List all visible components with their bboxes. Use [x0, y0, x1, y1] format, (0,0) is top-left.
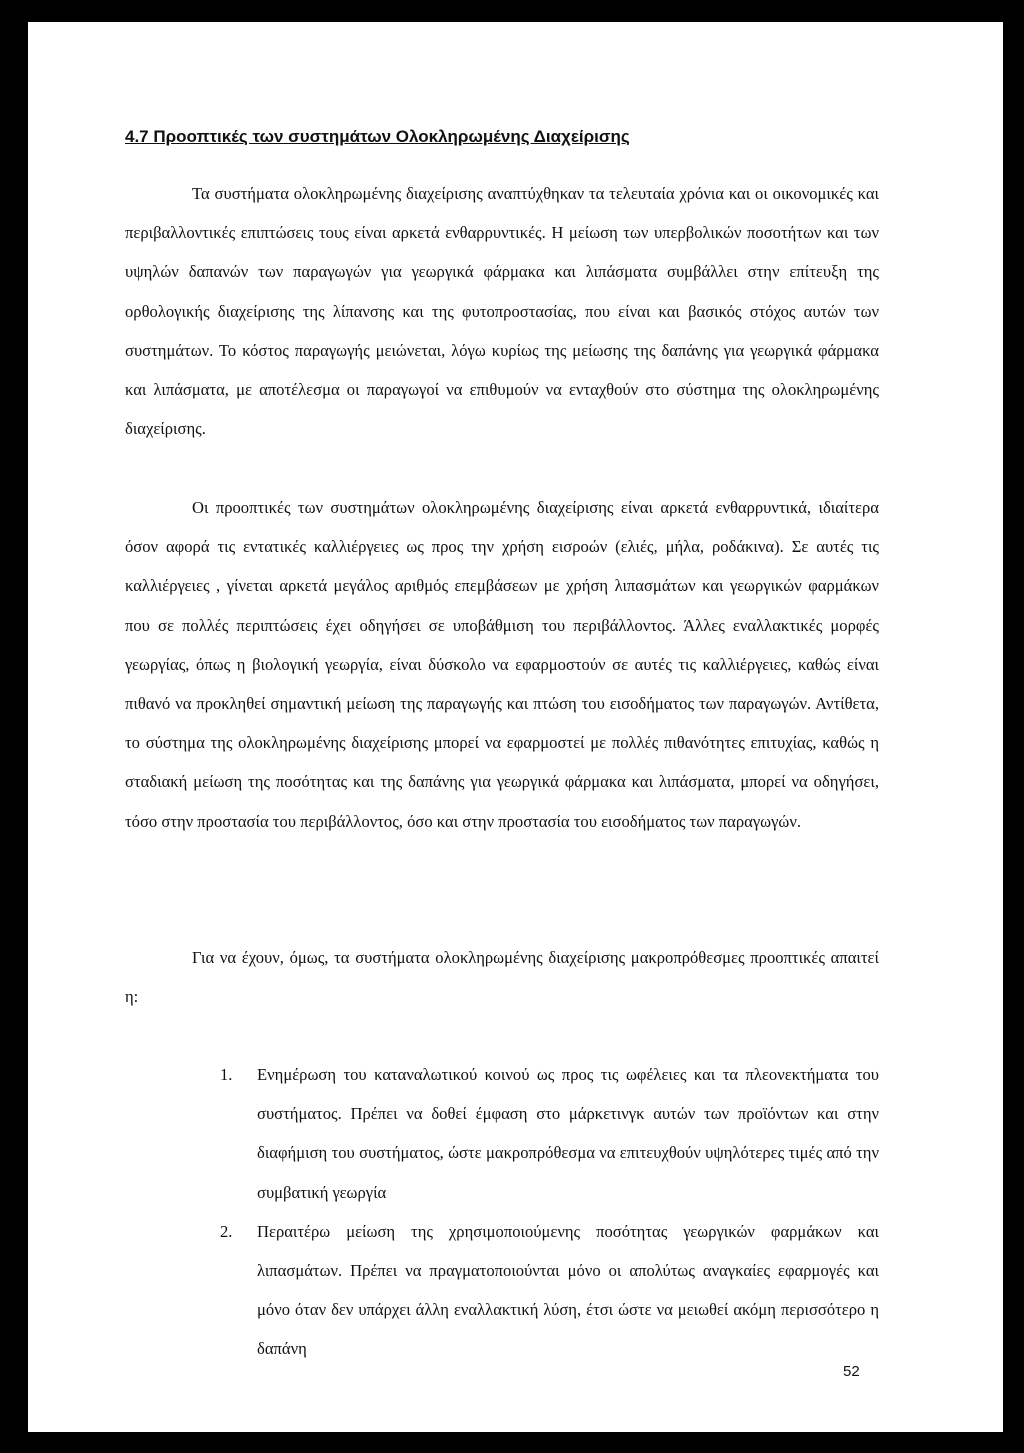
section-heading: 4.7 Προοπτικές των συστημάτων Ολοκληρωμένης Διαχείρισης	[125, 127, 630, 146]
list-item-number: 1.	[220, 1065, 233, 1084]
page-number: 52	[843, 1363, 860, 1380]
paragraph-requirements: Για να έχουν, όμως, τα συστήματα ολοκληρωμένης διαχείρισης μακροπρόθεσμες προοπτικές απαιτεί η:	[125, 948, 879, 1007]
document-page	[28, 22, 1003, 1432]
list-item	[125, 1212, 879, 1369]
list-item-text: Περαιτέρω μείωση της χρησιμοποιούμενης ποσότητας γεωργικών φαρμάκων και λιπασμάτων. Πρέπει να πραγματοποιούνται μόνο οι απολύτως αναγκαίες εφαρμογές και μόνο όταν δεν υπάρχει άλλη εναλλακτική λύση, έτσι ώστε να μειωθεί ακόμη περισσότερο η δαπάνη	[257, 1221, 879, 1359]
paragraph-intro: Τα συστήματα ολοκληρωμένης διαχείρισης αναπτύχθηκαν τα τελευταία χρόνια και οι οικονομικές και περιβαλλοντικές επιπτώσεις τους είναι αρκετά ενθαρρυντικές. Η μείωση των υπερβολικών ποσοτήτων και των υψηλών δαπανών των παραγωγών για γεωργικά φάρμακα και λιπάσματα συμβάλλει στην επίτευξη της ορθολογικής διαχείρισης της λίπανσης και της φυτοπροστασίας, που είναι και βασικός στόχος αυτών των συστημάτων. Το κόστος παραγωγής μειώνεται, λόγω κυρίως της μείωσης της δαπάνης για γεωργικά φάρμακα και λιπάσματα, με αποτέλεσμα οι παραγωγοί να επιθυμούν να ενταχθούν στο σύστημα της ολοκληρωμένης διαχείρισης.	[125, 184, 879, 439]
list-item-number: 2.	[220, 1221, 233, 1241]
list-item-text: Ενημέρωση του καταναλωτικού κοινού ως προς τις ωφέλειες και τα πλεονεκτήματα του συστήματος. Πρέπει να δοθεί έμφαση στο μάρκετινγκ αυτών των προϊόντων και στην διαφήμιση του συστήματος, ώστε μακροπρόθεσμα να επιτευχθούν υψηλότερες τιμές από την συμβατική γεωργία	[257, 1065, 879, 1202]
list-item	[125, 1055, 879, 1212]
requirements-list	[125, 1055, 879, 1369]
paragraph-prospects: Οι προοπτικές των συστημάτων ολοκληρωμένης διαχείρισης είναι αρκετά ενθαρρυντικά, ιδιαίτερα όσον αφορά τις εντατικές καλλιέργειες ως προς την χρήση εισροών (ελιές, μήλα, ροδάκινα). Σε αυτές τις καλλιέργειες , γίνεται αρκετά μεγάλος αριθμός επεμβάσεων με χρήση λιπασμάτων και γεωργικών φαρμάκων που σε πολλές περιπτώσεις έχει οδηγήσει σε υποβάθμιση του περιβάλλοντος. Άλλες εναλλακτικές μορφές γεωργίας, όπως η βιολογική γεωργία, είναι δύσκολο να εφαρμοστούν σε αυτές τις καλλιέργειες, καθώς είναι πιθανό να προκληθεί σημαντική μείωση της παραγωγής και πτώση του εισοδήματος των παραγωγών. Αντίθετα, το σύστημα της ολοκληρωμένης διαχείρισης μπορεί να εφαρμοστεί με πολλές πιθανότητες επιτυχίας, καθώς η σταδιακή μείωση της ποσότητας και της δαπάνης για γεωργικά φάρμακα και λιπάσματα, μπορεί να οδηγήσει, τόσο στην προστασία του περιβάλλοντος, όσο και στην προστασία του εισοδήματος των παραγωγών.	[125, 498, 879, 831]
